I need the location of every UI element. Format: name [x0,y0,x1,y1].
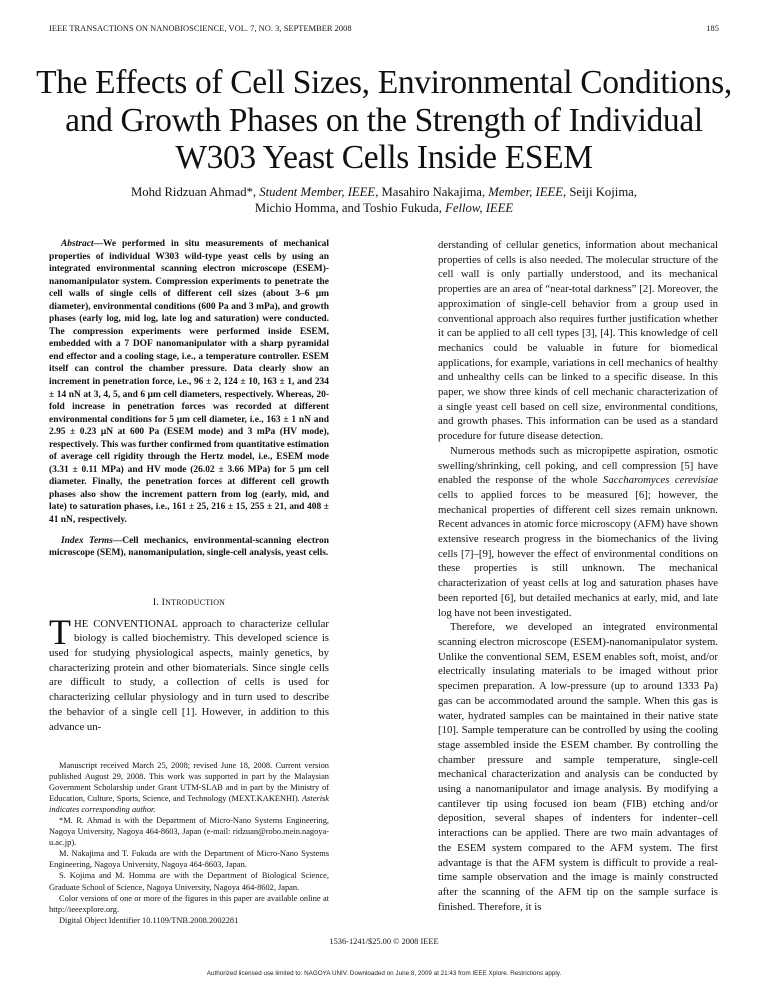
title-line: The Effects of Cell Sizes, Environmental Conditions, [36,64,732,101]
species-name: Saccharomyces cerevisiae [602,474,718,487]
author-name: , Seiji Kojima, [562,185,637,199]
author-membership: Member, IEEE [488,185,563,199]
abstract-label: Abstract [61,239,94,249]
footnotes [49,760,329,926]
author-line [40,184,728,200]
footnote-affiliation: M. Nakajima and T. Fukuda are with the Department of Micro-Nano Systems Engineering, Nagoya University, Nagoya 464-8603, Japan. [49,849,329,870]
journal-name: IEEE TRANSACTIONS ON NANOBIOSCIENCE, VOL. 7, NO. 3, SEPTEMBER 2008 [49,24,352,33]
author-name: Mohd Ridzuan Ahmad*, [130,185,260,199]
author-line [40,200,728,216]
index-terms-label: Index Terms [61,535,113,546]
intro-paragraph [49,611,329,735]
author-name: , Masahiro Nakajima, [375,185,489,199]
right-column [438,238,718,914]
section-title-initial: I [161,596,166,608]
left-column [49,238,329,734]
footnote-doi: Digital Object Identifier 10.1109/TNB.2008.2002281 [59,915,239,925]
body-paragraph: Numerous methods such as micropipette aspiration, osmotic swelling/shrinking, cell poking, and cell compression [5] have enabled the response of the whole Saccharomyces cerevisiae cells to applied forces to be measured [6]; however, the mechanical properties of different cell sizes remain unknown. Recent advances in atomic force microscopy (AFM) have shown extensive research progress in the biomechanics of the living cells [7]–[9], however the effect of environmental conditions on these properties is still unknown. The mechanical characterization of yeast cells at log and saturation phases have been reported [6], but detailed mechanics at early, mid, and late log have not been investigated. [438,444,718,619]
paper-title [30,64,738,177]
intro-text: HE CONVENTIONAL approach to characterize cellular biology is called biochemistry. This developed science is used for studying physiological aspects, mainly genetics, by characterizing protein and other biomaterials. Since single cells are difficult to study, a collection of cells is used for characterizing cellular physiology and in turn used to describe the behavior of a single cell [1]. However, in addition to this advance un- [49,617,329,733]
authorization-notice: Authorized licensed use limited to: NAGOYA UNIV. Downloaded on June 8, 2009 at 21:43 from IEEE Xplore. Restrictions apply. [206,970,562,977]
author-membership: Student Member, IEEE [259,185,376,199]
abstract-text: —We performed in situ measurements of mechanical properties of individual W303 wild-type yeast cells by using an integrated environmental scanning electron microscope (ESEM)-nanomanipulator system. Compression experiments to penetrate the cell walls of single cells of different cell sizes (about 3–6 μm diameter), environmental conditions (600 Pa and 3 mPa), and growth phases (early log, mid log, late log and saturation) were conducted. The compression experiments were performed inside ESEM, embedded with a 7 DOF nanomanipulator with a sharp pyramidal end effector and a cooling stage, i.e., a temperature controller. ESEM itself can control the chamber pressure. Data clearly show an increment in penetration force, i.e., 96 ± 2, 124 ± 10, 163 ± 1, and 234 ± 14 nN at 3, 4, 5, and 6 μm cell diameters, respectively. Whereas, 20-fold increase in penetration forces was recorded at different environmental conditions for 5 μm cell diameter, i.e., 163 ± 1 nN and 2.95 ± 0.23 μN at 600 Pa (ESEM mode) and 3 mPa (HV mode), respectively. This was further confirmed from quantitative estimation of average cell rigidity through the Hertz model, i.e., ESEM mode (3.31 ± 0.11 MPa) and HV mode (26.02 ± 3.66 MPa) for 5 μm cell diameter. Finally, the penetration forces at different cell growth phases also show the increment pattern from log (early, mid, and late) to saturation phases, i.e., 161 ± 25, 216 ± 15, 255 ± 21, and 408 ± 41 nN, respectively. [49,239,329,526]
index-terms-text: —Cell mechanics, environmental-scanning electron microscope (SEM), nanomanipulation, single-cell analysis, yeast cells. [49,535,329,559]
footnote-manuscript: Manuscript received March 25, 2008; revised June 18, 2008. Current version published August 29, 2008. This work was supported in part by the Malaysian Government Scholarship under Grant UTM-SLAB and in part by the Ministry of Education, Culture, Sports, Science, and Technology (MEXT.KAKENHI). Asterisk indicates corresponding author. [49,761,329,815]
running-head [49,24,719,33]
author-name: Michio Homma, and Toshio Fukuda, [254,201,446,215]
section-title-rest: NTRODUCTION [165,597,226,607]
title-line: and Growth Phases on the Strength of Individual [65,101,703,139]
drop-cap: T [49,611,71,652]
body-paragraph: derstanding of cellular genetics, information about mechanical properties of cells is also needed. The molecular structure of the cell wall is only partially understood, and its mechanical properties are an area of “near-total darkness” [2]. Moreover, the approximation of single-cell behavior from a group used in conventional approach also requires further justification whether it can be applied to all cell types [3], [4]. This knowledge of cell mechanics could be valuable in future for biomedical applications, for example, variations in cell mechanics of healthy and unhealthy cells can be linked to a specific disease. In this paper, we show three kinds of cell mechanic characterization of a single yeast cell based on cell size, environmental conditions, and growth phases. This information can be used as a standard procedure for future disease detection. [438,239,718,443]
title-line: W303 Yeast Cells Inside ESEM [175,139,593,176]
page-number: 185 [706,24,719,33]
author-membership: Fellow, IEEE [445,201,514,215]
copyright-line: 1536-1241/$25.00 © 2008 IEEE [329,937,439,946]
footnote-affiliation: *M. R. Ahmad is with the Department of Micro-Nano Systems Engineering, Nagoya University, Nagoya 464-8603, Japan (e-mail: ridzuan@robo.mein.nagoya-u.ac.jp). [49,816,329,848]
footnote-color-note: Color versions of one or more of the figures in this paper are available online at http://ieeexplore.org. [49,893,329,914]
section-heading-introduction [49,597,329,608]
footnote-affiliation: S. Kojima and M. Homma are with the Department of Biological Science, Graduate School of Science, Nagoya University, Nagoya 464-8602, Japan. [49,871,329,892]
author-list [40,184,728,216]
index-terms [49,535,329,560]
section-numeral: I. [152,596,162,608]
abstract [49,238,329,527]
body-paragraph: Therefore, we developed an integrated environmental scanning electron microscope (ESEM)-nanomanipulator system. Unlike the conventional SEM, ESEM enables soft, moist, and/or electrically insulating materials to be imaged without prior specimen preparation. A low-pressure (up to around 1333 Pa) gas can be accommodated around the sample. When this gas is water, hydrated samples can be maintained in their native state [10]. Sample temperature can be controlled by using the cooling stage assembled inside the ESEM chamber. By controlling the chamber pressure and sample temperature, single-cell mechanical characterization and analysis can be conducted by using a nanomanipulator and image analysis. By modifying a cantilever tip using focused ion beam (FIB) etching and/or deposition, several shapes of indenters for indenter–cell interactions can be applied. There are two main advantages of the ESEM system compared to the AFM system. The first advantage is that the AFM system is difficult to provide a real-time sample observation and the image is mainly constructed after the scanning of the AFM tip on the sample surface is finished. Therefore, it is [438,621,718,913]
